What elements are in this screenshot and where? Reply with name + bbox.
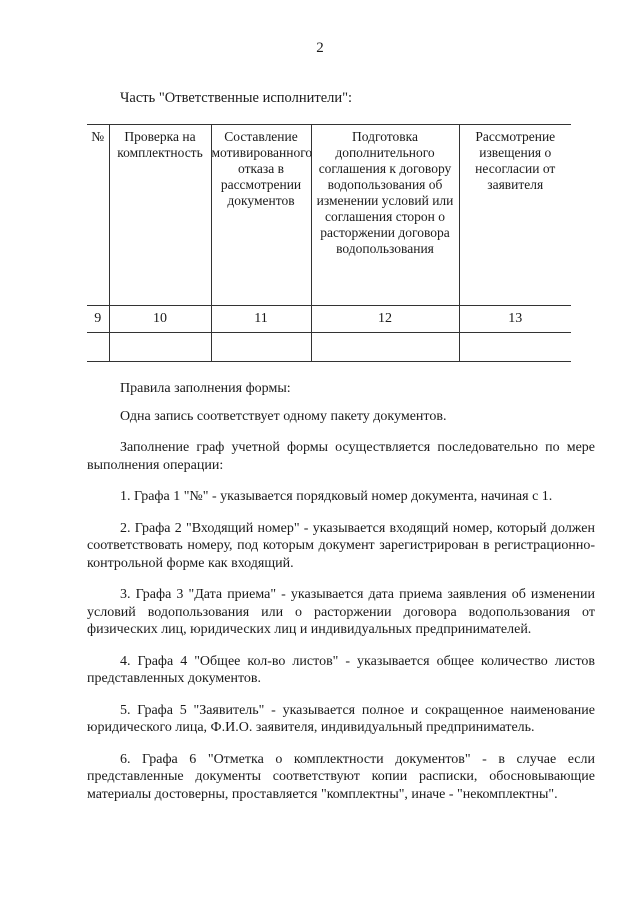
rules-section [87, 380, 595, 803]
column-number-12: 12 [311, 306, 459, 333]
rules-item-2: 2. Графа 2 "Входящий номер" - указывается входящий номер, который должен соответствовать номеру, под которым документ зарегистрирован в регистрационно-контрольной форме как входящий. [87, 520, 595, 571]
rules-item-6: 6. Графа 6 "Отметка о комплектности документов" - в случае если представленные документы соответствуют копии расписки, обосновывающие материалы достоверны, проставляется "комплектны", иначе - "некомплектны". [87, 751, 595, 802]
empty-cell [109, 333, 211, 362]
column-number-13: 13 [459, 306, 571, 333]
header-refusal: Составление мотивированного отказа в рассмотрении документов [211, 125, 311, 306]
column-number-9: 9 [87, 306, 109, 333]
page-number: 2 [316, 40, 324, 56]
rules-item-1: 1. Графа 1 "№" - указывается порядковый номер документа, начиная с 1. [120, 489, 553, 504]
table-header-row [87, 125, 571, 306]
rules-item-3: 3. Графа 3 "Дата приема" - указывается дата приема заявления об изменении условий водопользования или о расторжении договора водопользования от физических лиц, юридических лиц и индивидуальных предпринимателей. [87, 587, 595, 637]
header-agreement: Подготовка дополнительного соглашения к договору водопользования об изменении условий или соглашения сторон о расторжении договора водопользования [311, 125, 459, 306]
responsible-executors-table-wrap [87, 124, 571, 362]
rules-paragraph-filling: Заполнение граф учетной формы осуществляется последовательно по мере выполнения операции: [87, 440, 595, 473]
rules-paragraph-one-record: Одна запись соответствует одному пакету документов. [120, 408, 447, 424]
rules-item-5: 5. Графа 5 "Заявитель" - указывается полное и сокращенное наименование юридического лица, Ф.И.О. заявителя, индивидуальный предприниматель. [87, 702, 595, 735]
part-title: Часть "Ответственные исполнители": [120, 90, 353, 106]
empty-cell [211, 333, 311, 362]
column-number-10: 10 [109, 306, 211, 333]
rules-title: Правила заполнения формы: [120, 381, 291, 396]
empty-cell [87, 333, 109, 362]
rules-item-4: 4. Графа 4 "Общее кол-во листов" - указывается общее количество листов представленных документов. [87, 653, 595, 686]
column-number-11: 11 [211, 306, 311, 333]
responsible-executors-table [87, 124, 571, 362]
header-completeness-check: Проверка на комплектность [109, 125, 211, 306]
header-disagreement: Рассмотрение извещения о несогласии от заявителя [459, 125, 571, 306]
empty-cell [459, 333, 571, 362]
header-number: № [87, 125, 109, 306]
empty-cell [311, 333, 459, 362]
empty-row [87, 333, 571, 362]
column-numbers-row [87, 306, 571, 333]
